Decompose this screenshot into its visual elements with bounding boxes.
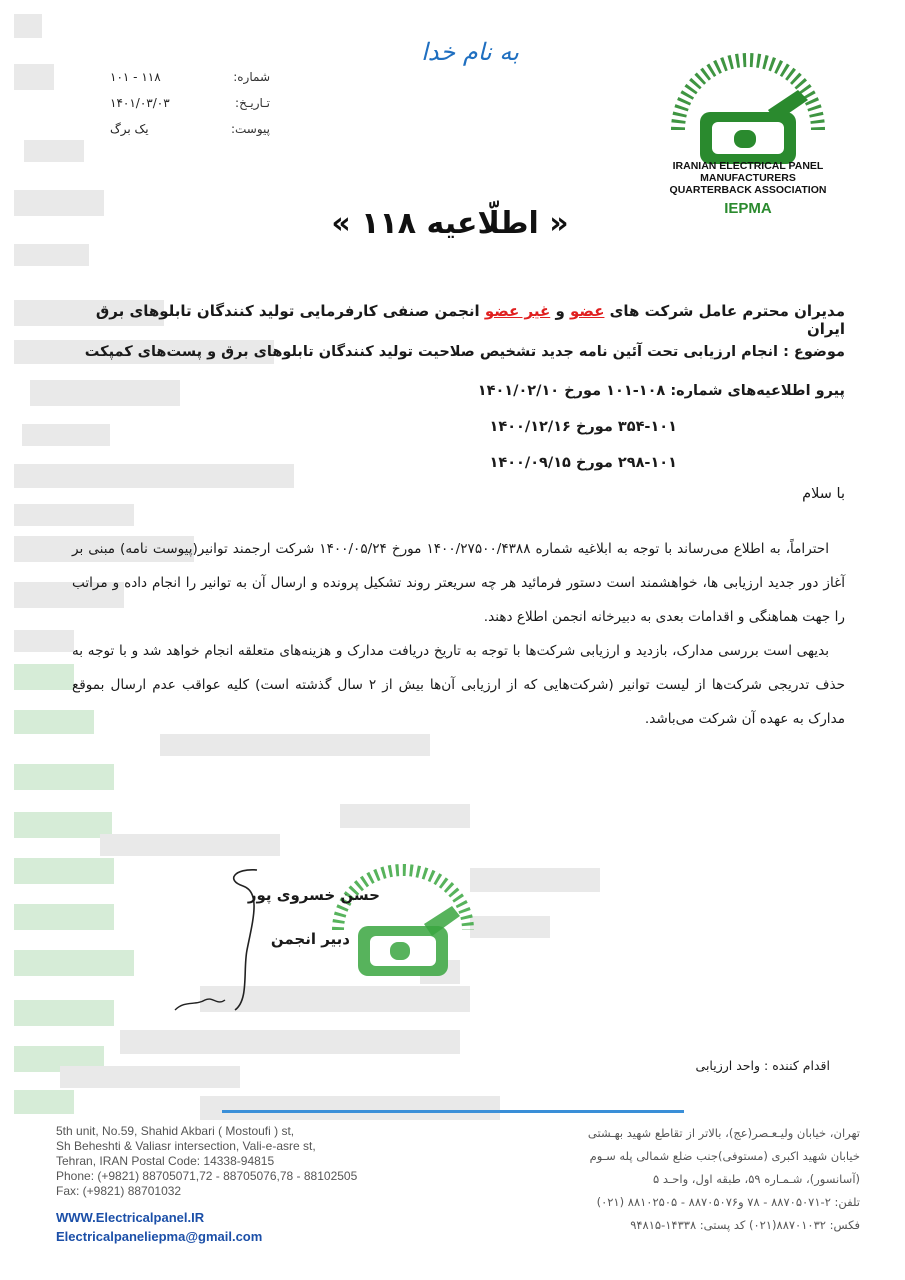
letter-attachment: یک برگ: [110, 122, 149, 136]
letter-date: ۱۴۰۱/۰۳/۰۳: [110, 96, 170, 110]
footer-divider: [222, 1110, 684, 1113]
attachment-label: پیوست:: [230, 122, 270, 136]
letter-body: [72, 532, 845, 736]
email-link[interactable]: Electricalpaneliepma@gmail.com: [56, 1229, 263, 1244]
website-link[interactable]: WWW.Electricalpanel.IR: [56, 1210, 205, 1225]
signatory-name: حسن خسروی پور: [247, 886, 380, 904]
logo-english-text: IRANIAN ELECTRICAL PANEL MANUFACTURERS QUARTERBACK ASSOCIATION: [669, 160, 827, 196]
number-label: شماره:: [233, 70, 270, 84]
logo-abbreviation: IEPMA: [724, 200, 772, 217]
announcement-title: « اطلّاعیه ۱۱۸ »: [331, 206, 569, 241]
greeting: با سلام: [802, 486, 845, 502]
non-member-highlight: غیر عضو: [484, 302, 551, 320]
date-label: تـاریـخ:: [235, 96, 270, 110]
reference-line: ۳۵۴-۱۰۱ مورخ ۱۴۰۰/۱۲/۱۶: [489, 419, 677, 435]
addressee-line: مدیران محترم عامل شرکت های عضو و غیر عضو انجمن صنفی کارفرمایی تولید کنندگان تابلوهای برق ایران: [95, 302, 845, 338]
besmellah-heading: به نام خدا: [421, 38, 519, 66]
action-unit: اقدام کننده : واحد ارزیابی: [695, 1058, 830, 1073]
body-paragraph: بدیهی است بررسی مدارک، بازدید و ارزیابی شرکت‌ها با توجه به تاریخ دریافت مدارک و هزینه‌های متعلقه انجام خواهد شد و با توجه به حذف تدریجی شرکت‌ها از لیست توانیر (شرکت‌هایی که از ارزیابی آن‌ها بیش از ۲ سال گذشته است) کلیه عواقب عدم ارسال بموقع مدارک به عهده آن شرکت می‌باشد.: [72, 643, 845, 727]
footer-address-persian: تهران، خیابان ولیـعـصر(عج)، بالاتر از تقاطع شهید بهـشتی خیابان شهید اکبری (مستوفی)جنب ضلع شمالی پله سـوم (آسانسور)، شـمـاره ۵۹، طبقه اول، واحـد ۵ تلفن: ۲-۸۸۷۰۵۰۷۱ - ۷۸ و۸۸۷۰۵۰۷۶ - ۸۸۱۰۲۵۰۵ (۰۲۱) فکس: ۸۸۷۰۱۰۳۲(۰۲۱) کد پستی: ۱۴۳۳۸-۹۴۸۱۵: [587, 1126, 860, 1232]
subject-line: موضوع : انجام ارزیابی تحت آئین نامه جدید تشخیص صلاحیت تولید کنندگان تابلوهای برق و پست‌های کمپکت: [84, 344, 845, 360]
footer-web-contacts: [56, 1208, 356, 1246]
reference-line: ۲۹۸-۱۰۱ مورخ ۱۴۰۰/۰۹/۱۵: [489, 455, 677, 471]
body-paragraph: احتراماً، به اطلاع می‌رساند با توجه به ابلاغیه شماره ۱۴۰۰/۲۷۵۰۰/۴۳۸۸ مورخ ۱۴۰۰/۰۵/۲۴ شرکت ارجمند توانیر(پیوست نامه) مبنی بر آغاز دور جدید ارزیابی ها، خواهشمند است دستور فرمائید هر چه سریعتر روند تشکیل پرونده و ارسال آن به توانیر را انجام داده و مراتب را جهت هماهنگی و اقدامات بعدی به دبیرخانه انجمن اطلاع دهند.: [72, 541, 845, 625]
footer-address-english: 5th unit, No.59, Shahid Akbari ( Mostoufi ) st, Sh Beheshti & Valiasr intersection, Vali-e-asre st, Tehran, IRAN Postal Code: 14338-94815 Phone: (+9821) 88705071,72 - 88705076,78 - 88102505 Fax: (+9821) 88701032: [56, 1124, 358, 1198]
previous-announcements: [300, 378, 845, 486]
signatory-title: دبیر انجمن: [270, 930, 350, 948]
reference-block: [110, 64, 270, 142]
letter-number: ۱۱۸ - ۱۰۱: [110, 70, 161, 84]
reference-line: پیرو اطلاعیه‌های شماره: ۱۰۸-۱۰۱ مورخ ۱۴۰۱/۰۲/۱۰: [477, 383, 845, 399]
member-highlight: عضو: [570, 302, 605, 320]
